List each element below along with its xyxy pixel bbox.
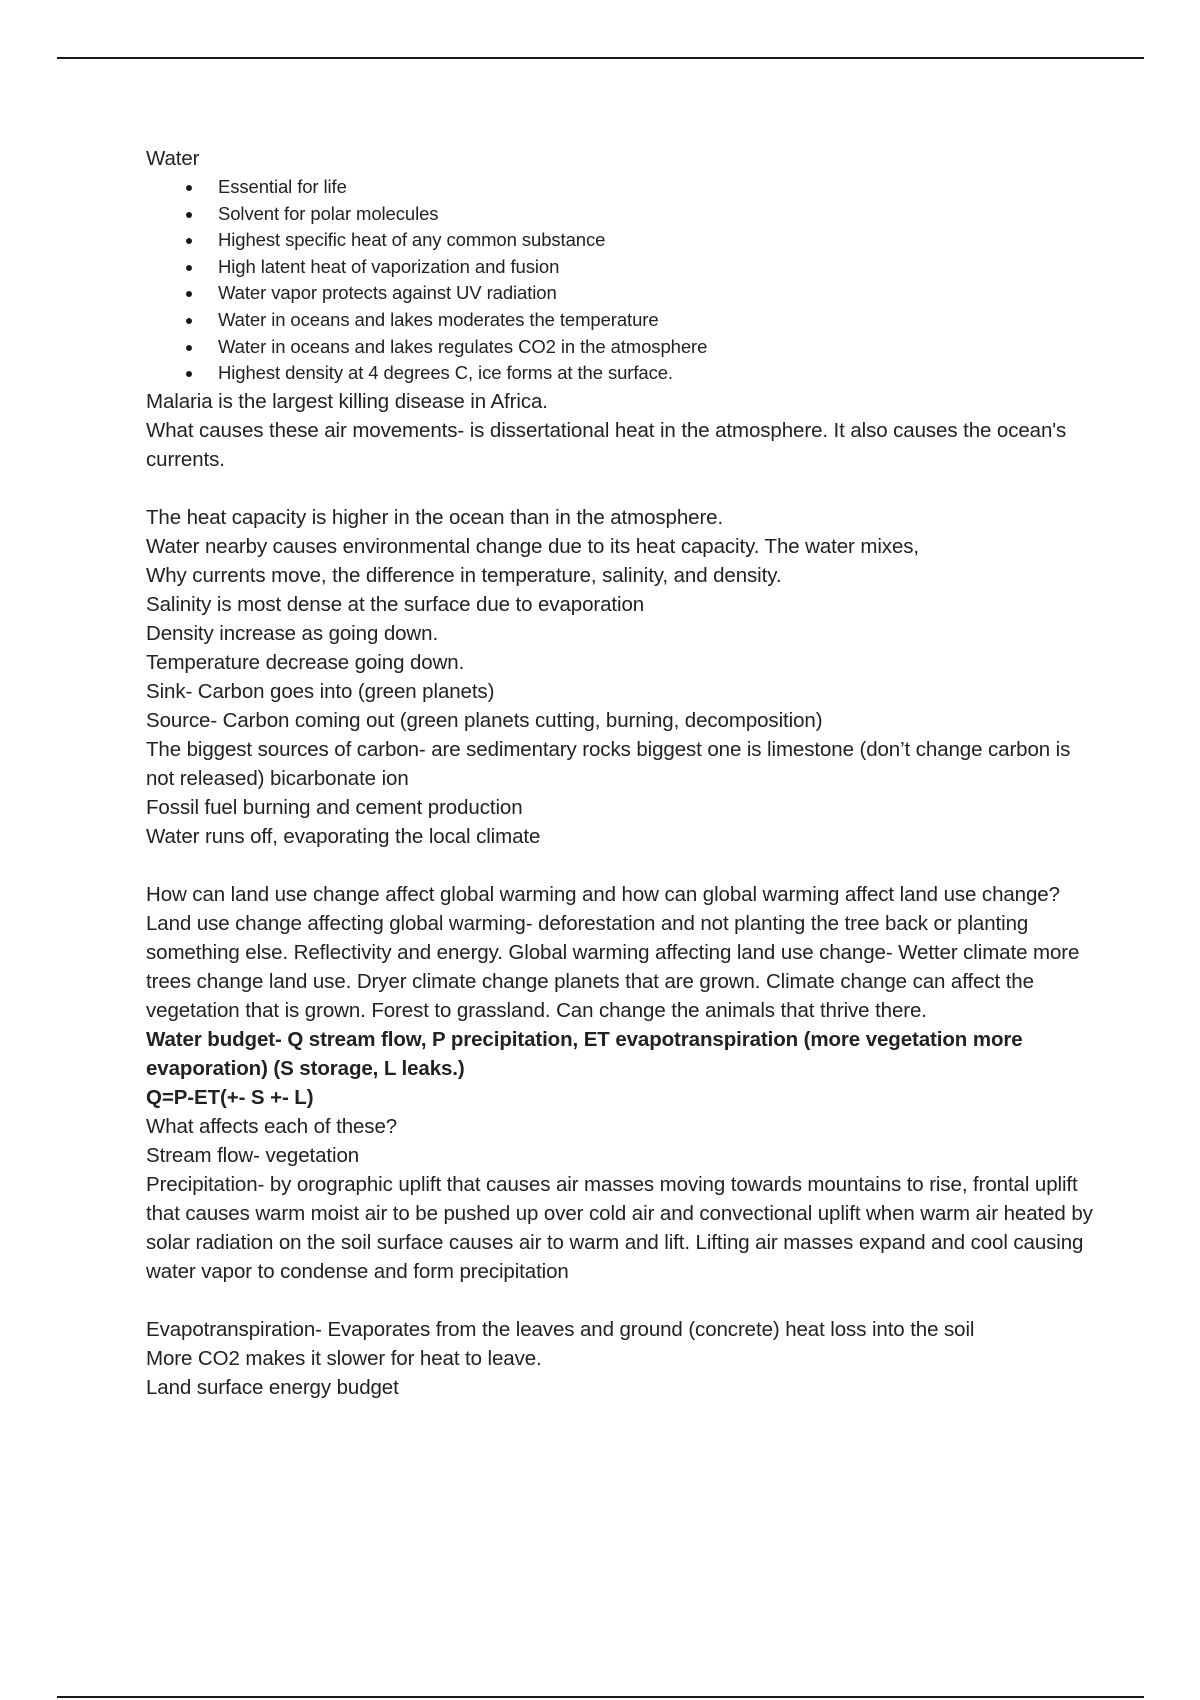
text-line: Density increase as going down. [146, 621, 439, 645]
list-item: Water vapor protects against UV radiation [218, 280, 1096, 307]
list-item: Highest density at 4 degrees C, ice forms at the surface. [218, 360, 1096, 387]
text-line: Stream flow- vegetation [146, 1143, 360, 1167]
paragraph-gap [146, 474, 1096, 503]
text-line: More CO2 makes it slower for heat to leave. [146, 1346, 542, 1370]
list-item: Solvent for polar molecules [218, 201, 1096, 228]
text-line: Source- Carbon coming out (green planets cutting, burning, decomposition) [146, 708, 823, 732]
text-line: Fossil fuel burning and cement production [146, 795, 523, 819]
land-use-paragraph: How can land use change affect global warming and how can global warming affect land use change? Land use change affecting global warming- deforestation and not planting the tree back or planting something else. Reflectivity and energy. Global warming affecting land use change- Wetter climate more trees change land use. Dryer climate change planets that are grown. Climate change can affect the vegetation that is grown. Forest to grassland. Can change the animals that thrive there. [146, 882, 1080, 1022]
text-line: The biggest sources of carbon- are sedimentary rocks biggest one is limestone (don’t change carbon is not released) bicarbonate ion [146, 737, 1071, 790]
paragraph-gap [146, 1286, 1096, 1315]
text-line: What affects each of these? [146, 1114, 398, 1138]
text-line: Temperature decrease going down. [146, 650, 465, 674]
text-line: Water nearby causes environmental change due to its heat capacity. The water mixes, [146, 534, 920, 558]
list-item: Essential for life [218, 174, 1096, 201]
text-line: Sink- Carbon goes into (green planets) [146, 679, 495, 703]
water-properties-list [146, 174, 1096, 387]
water-budget-equation: Q=P-ET(+- S +- L) [146, 1085, 314, 1109]
list-item: Water in oceans and lakes regulates CO2 in the atmosphere [218, 334, 1096, 361]
text-line: The heat capacity is higher in the ocean than in the atmosphere. [146, 505, 724, 529]
text-line: Salinity is most dense at the surface due to evaporation [146, 592, 645, 616]
paragraph-gap [146, 851, 1096, 880]
text-line: Evapotranspiration- Evaporates from the leaves and ground (concrete) heat loss into the soil [146, 1317, 975, 1341]
footer-rule [57, 1696, 1144, 1698]
text-line: Land surface energy budget [146, 1375, 399, 1399]
list-item: Water in oceans and lakes moderates the temperature [218, 307, 1096, 334]
water-budget-definition: Water budget- Q stream flow, P precipitation, ET evapotranspiration (more vegetation more evaporation) (S storage, L leaks.) [146, 1027, 1023, 1080]
text-line: Malaria is the largest killing disease in Africa. [146, 389, 548, 413]
section-heading-water: Water [146, 147, 200, 170]
text-line: What causes these air movements- is dissertational heat in the atmosphere. It also causes the ocean's currents. [146, 418, 1067, 471]
document-body [146, 144, 1096, 1402]
text-line: Water runs off, evaporating the local climate [146, 824, 541, 848]
list-item: Highest specific heat of any common substance [218, 227, 1096, 254]
precipitation-paragraph: Precipitation- by orographic uplift that causes air masses moving towards mountains to rise, frontal uplift that causes warm moist air to be pushed up over cold air and convectional uplift when warm air heated by solar radiation on the soil surface causes air to warm and lift. Lifting air masses expand and cool causing water vapor to condense and form precipitation [146, 1172, 1093, 1283]
list-item: High latent heat of vaporization and fusion [218, 254, 1096, 281]
header-rule [57, 57, 1144, 59]
text-line: Why currents move, the difference in temperature, salinity, and density. [146, 563, 782, 587]
